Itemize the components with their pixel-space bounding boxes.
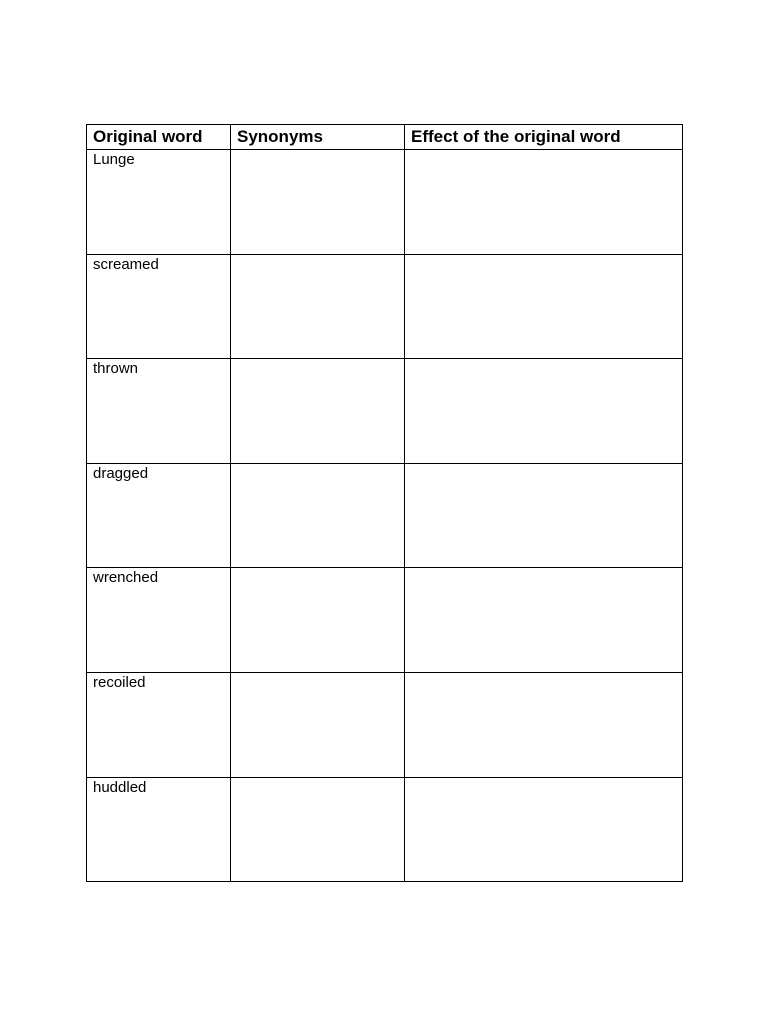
original-word-cell: huddled (87, 777, 231, 882)
effect-cell[interactable] (405, 672, 683, 777)
header-effect: Effect of the original word (405, 125, 683, 150)
effect-cell[interactable] (405, 150, 683, 255)
table-row (87, 463, 683, 568)
table-row (87, 359, 683, 464)
original-word-cell: thrown (87, 359, 231, 464)
effect-cell[interactable] (405, 568, 683, 673)
synonyms-cell[interactable] (231, 777, 405, 882)
header-original-word: Original word (87, 125, 231, 150)
synonyms-cell[interactable] (231, 672, 405, 777)
effect-cell[interactable] (405, 359, 683, 464)
effect-cell[interactable] (405, 463, 683, 568)
synonyms-cell[interactable] (231, 463, 405, 568)
original-word-cell: wrenched (87, 568, 231, 673)
synonyms-cell[interactable] (231, 359, 405, 464)
header-synonyms: Synonyms (231, 125, 405, 150)
word-table (86, 124, 683, 882)
original-word-cell: dragged (87, 463, 231, 568)
original-word-cell: recoiled (87, 672, 231, 777)
synonyms-cell[interactable] (231, 254, 405, 359)
original-word-cell: screamed (87, 254, 231, 359)
effect-cell[interactable] (405, 777, 683, 882)
original-word-cell: Lunge (87, 150, 231, 255)
table-row (87, 254, 683, 359)
synonyms-cell[interactable] (231, 568, 405, 673)
table-header-row (87, 125, 683, 150)
effect-cell[interactable] (405, 254, 683, 359)
table-row (87, 777, 683, 882)
table-row (87, 568, 683, 673)
table-row (87, 150, 683, 255)
synonyms-cell[interactable] (231, 150, 405, 255)
table-row (87, 672, 683, 777)
